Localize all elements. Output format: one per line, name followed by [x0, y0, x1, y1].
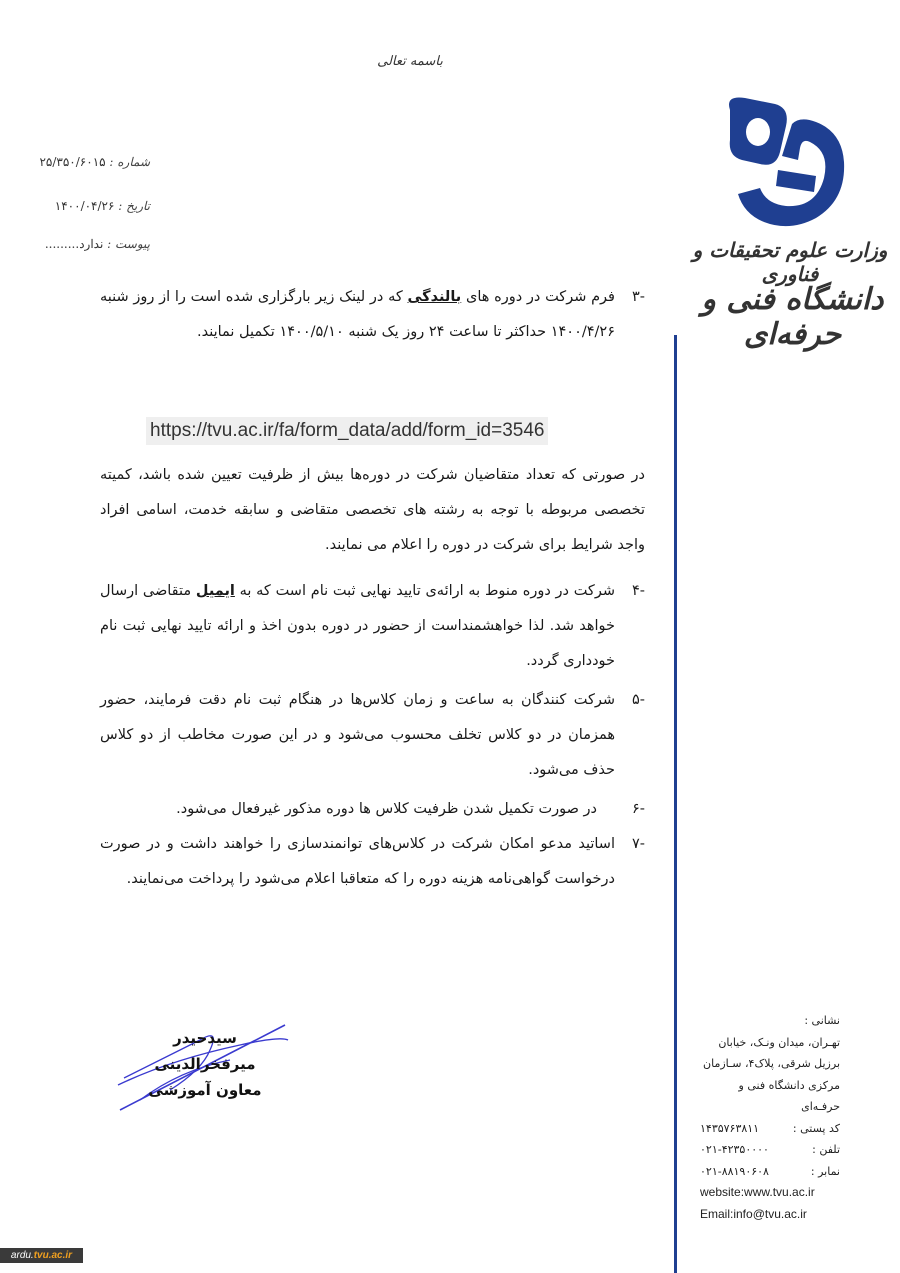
list-item-number: -۴: [631, 583, 645, 599]
bold-keyword: بالندگی: [407, 289, 462, 305]
list-item: [100, 280, 645, 350]
address-line: تهـران، میدان ونـک، خیابان: [718, 1035, 840, 1049]
bold-keyword: ایمیل: [195, 583, 235, 599]
postal-code-label: کد پستی :: [792, 1121, 840, 1135]
list-item: [100, 574, 645, 679]
logo-mark-icon: [720, 90, 850, 230]
university-name: دانشگاه فنی و حرفه‌ای: [701, 282, 884, 352]
address-line: برزیل شرقی، پلاک۴، سـازمان: [703, 1057, 840, 1070]
registration-form-link[interactable]: https://tvu.ac.ir/fa/form_data/add/form_id=3546: [146, 417, 548, 445]
list-item-text: شرکت کنندگان به ساعت و زمان کلاس‌ها در هنگام ثبت نام دقت فرمایند، حضور همزمان در دو کلاس تخلف محسوب می‌شود و در این صورت مخاطب از دو کلاس حذف می‌شود.: [100, 692, 615, 778]
phone-label: تلفن :: [812, 1143, 840, 1156]
letter-attachment-value: ندارد.........: [44, 237, 104, 251]
address-heading: نشانی :: [804, 1014, 840, 1027]
list-item-number: -۶: [631, 801, 645, 817]
list-item-number: -۵: [631, 692, 645, 708]
letter-number-label: شماره :: [109, 155, 150, 169]
list-item-text: فرم شرکت در دوره های بالندگی که در لینک زیر بارگزاری شده است را از روز شنبه ۱۴۰۰/۴/۲۶ حداکثر تا ساعت ۲۴ روز یک شنبه ۱۴۰۰/۵/۱۰ تکمیل نمایند.: [100, 289, 615, 340]
basmala: باسمه تعالی: [377, 54, 443, 69]
phone: [700, 1139, 840, 1161]
list-item-number: -۳: [631, 289, 645, 305]
fax-label: نمابر :: [810, 1164, 840, 1178]
list-item-text: اساتید مدعو امکان شرکت در کلاس‌های توانمندسازی را خواهند داشت و در صورت درخواست گواهی‌نامه هزینه دوره را که متعاقبا اعلام می‌شود را پرداخت می‌نمایند.: [100, 836, 615, 887]
capacity-paragraph: در صورتی که تعداد متقاضیان شرکت در دوره‌ها بیش از ظرفیت تعیین شده باشد، کمیته تخصصی مربوطه با توجه به رشته های تخصصی متقاضی و سابقه خدمت، اسامی افراد واجد شرایط برای شرکت در دوره را اعلام می نمایند.: [100, 467, 645, 553]
postal-code: [700, 1118, 840, 1140]
signer-title: معاون آموزشی: [148, 1081, 262, 1099]
watermark-prefix: ardu.: [10, 1250, 34, 1261]
fax: [700, 1161, 840, 1183]
signer-block: [125, 1025, 285, 1103]
watermark-domain: tvu.ac.ir: [33, 1250, 73, 1261]
email-link[interactable]: Email:info@tvu.ac.ir: [700, 1206, 807, 1221]
phone-value: ۰۲۱-۴۲۳۵۰۰۰۰: [700, 1143, 769, 1156]
list-item: [100, 827, 645, 897]
signer-name: سیدحیدر میرفخرالدینی: [154, 1029, 256, 1073]
list-item: [100, 792, 645, 827]
website-link[interactable]: website:www.tvu.ac.ir: [700, 1185, 815, 1199]
brand-divider-line: [674, 335, 677, 1273]
ministry-name: وزارت علوم تحقیقات و فناوری: [692, 238, 888, 286]
postal-code-value: ۱۴۳۵۷۶۳۸۱۱: [700, 1121, 760, 1135]
list-item-text: در صورت تکمیل شدن ظرفیت کلاس ها دوره مذکور غیرفعال می‌شود.: [176, 801, 597, 817]
source-watermark: [0, 1248, 83, 1263]
letter-date-label: تاریخ :: [118, 199, 150, 213]
letter-number-value: ۲۵/۳۵۰/۶۰۱۵: [39, 155, 106, 169]
letter-date: [20, 199, 150, 213]
contact-info: [700, 1010, 840, 1225]
letter-attachment: [20, 237, 150, 251]
list-item: [100, 683, 645, 788]
address-line: مرکزی دانشگاه فنی و حرفـه‌ای: [738, 1078, 840, 1113]
fax-value: ۰۲۱-۸۸۱۹۰۶۰۸: [700, 1164, 769, 1178]
university-logo: [720, 90, 850, 230]
letter-attachment-label: پیوست :: [107, 237, 150, 251]
list-item-text: شرکت در دوره منوط به ارائه‌ی تایید نهایی ثبت نام است که به ایمیل متقاضی ارسال خواهد شد. لذا خواهشمنداست از حضور در دوره بدون اخذ و ارائه تایید نهایی ثبت نام خودداری گردد.: [100, 583, 615, 669]
letter-date-value: ۱۴۰۰/۰۴/۲۶: [54, 199, 115, 213]
list-item-number: -۷: [631, 836, 645, 852]
letter-number: [20, 155, 150, 169]
